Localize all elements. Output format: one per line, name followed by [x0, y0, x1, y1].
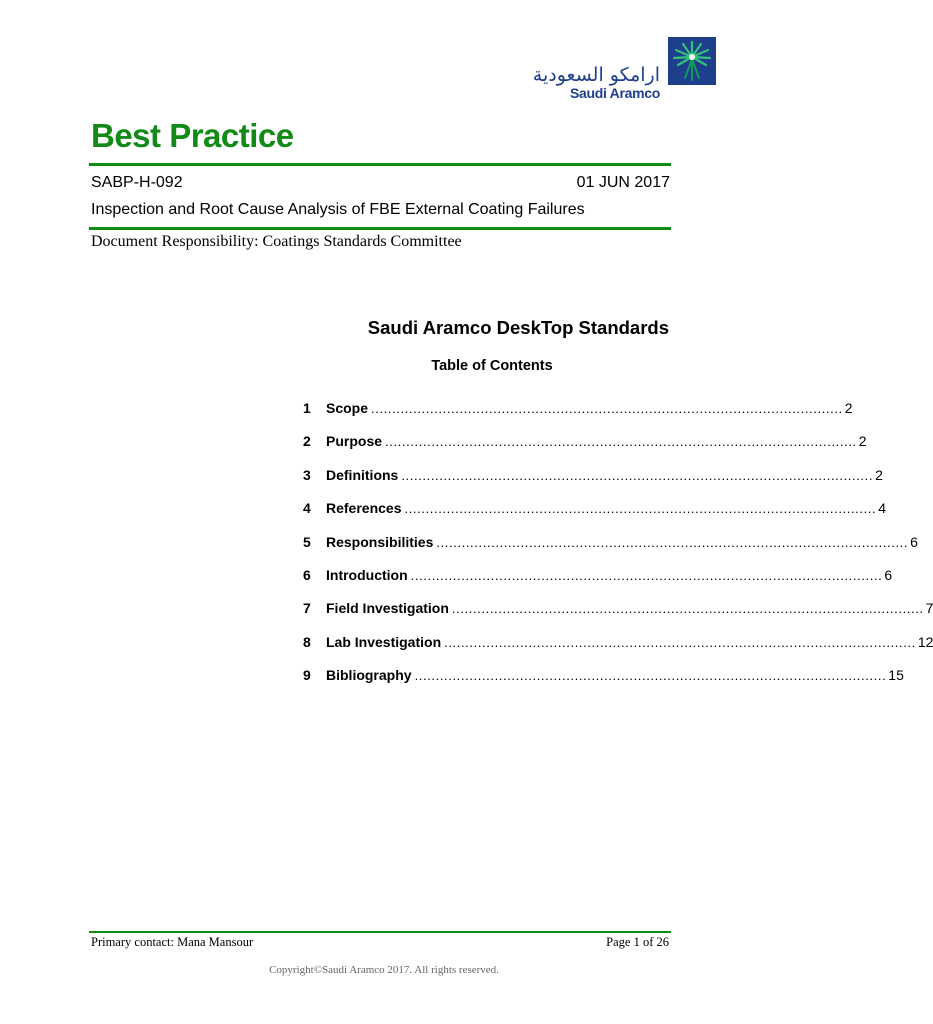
toc-entry-label[interactable]: Purpose: [326, 433, 383, 450]
toc-entry-field-investigation[interactable]: [303, 600, 933, 633]
toc-entry-scope[interactable]: [303, 400, 853, 433]
toc-entry-label[interactable]: Bibliography: [326, 667, 412, 684]
toc-entry-number: 6: [303, 566, 311, 583]
document-title: Inspection and Root Cause Analysis of FBE External Coating Failures: [91, 201, 585, 218]
toc-entry-definitions[interactable]: [303, 466, 883, 500]
footer-divider: [89, 931, 671, 933]
toc-dot-leader: ................................................................................................................: [401, 467, 874, 483]
document-number: SABP-H-092: [91, 174, 183, 191]
table-of-contents: [303, 400, 933, 701]
toc-entry-number: 4: [303, 500, 311, 517]
toc-dot-leader: ................................................................................................................: [436, 534, 909, 550]
toc-entry-purpose[interactable]: [303, 433, 867, 466]
toc-entry-label[interactable]: Introduction: [326, 566, 408, 583]
document-date: 01 JUN 2017: [576, 174, 670, 191]
toc-dot-leader: ................................................................................................................: [414, 668, 887, 684]
toc-entry-label[interactable]: Definitions: [326, 466, 399, 483]
primary-contact: Primary contact: Mana Mansour: [91, 935, 254, 949]
toc-entry-number: 8: [303, 633, 311, 650]
toc-heading: Table of Contents: [431, 358, 553, 374]
toc-entry-page: 2: [844, 400, 853, 416]
copyright-notice: Copyright©Saudi Aramco 2017. All rights reserved.: [269, 964, 499, 976]
toc-dot-leader: ................................................................................................................: [385, 434, 857, 450]
standards-heading: Saudi Aramco DeskTop Standards: [367, 317, 669, 338]
toc-entry-page: 15: [888, 667, 904, 684]
toc-entry-number: 2: [303, 433, 311, 450]
toc-entry-number: 1: [303, 400, 311, 416]
toc-entry-number: 9: [303, 667, 311, 684]
page-number: Page 1 of 26: [606, 935, 669, 949]
toc-entry-page: 4: [878, 500, 887, 517]
toc-entry-references[interactable]: [303, 500, 887, 533]
toc-entry-label[interactable]: References: [326, 500, 402, 517]
toc-dot-leader: ................................................................................................................: [451, 601, 924, 617]
toc-entry-page: 2: [858, 433, 867, 450]
header-divider: [89, 227, 671, 230]
toc-dot-leader: ................................................................................................................: [444, 634, 916, 650]
toc-entry-page: 12: [917, 633, 933, 650]
toc-dot-leader: ................................................................................................................: [410, 567, 883, 583]
toc-entry-bibliography[interactable]: [303, 667, 904, 700]
document-type-title: Best Practice: [91, 117, 294, 154]
toc-entry-number: 5: [303, 533, 311, 550]
document-responsibility: Document Responsibility: Coatings Standards Committee: [91, 233, 462, 250]
toc-entry-introduction[interactable]: [303, 566, 893, 600]
toc-entry-page: 6: [884, 566, 893, 583]
toc-entry-page: 7: [925, 600, 933, 617]
toc-entry-label[interactable]: Scope: [326, 400, 369, 416]
title-divider: [89, 163, 671, 166]
toc-entry-page: 2: [875, 466, 883, 483]
toc-entry-number: 7: [303, 600, 311, 617]
toc-entry-label[interactable]: Lab Investigation: [326, 633, 442, 650]
aramco-star-logo-icon: [668, 37, 716, 85]
toc-entry-responsibilities[interactable]: [303, 533, 918, 567]
toc-entry-label[interactable]: Responsibilities: [326, 533, 434, 550]
toc-entry-page: 6: [910, 533, 918, 550]
logo-english-text: Saudi Aramco: [569, 85, 660, 101]
toc-entry-label[interactable]: Field Investigation: [326, 600, 449, 617]
logo-arabic-text: ارامكو السعودية: [532, 64, 660, 86]
toc-entry-lab-investigation[interactable]: [303, 633, 933, 667]
toc-dot-leader: ................................................................................................................: [404, 501, 877, 517]
toc-dot-leader: ................................................................................................................: [371, 401, 843, 416]
toc-entry-number: 3: [303, 466, 311, 483]
